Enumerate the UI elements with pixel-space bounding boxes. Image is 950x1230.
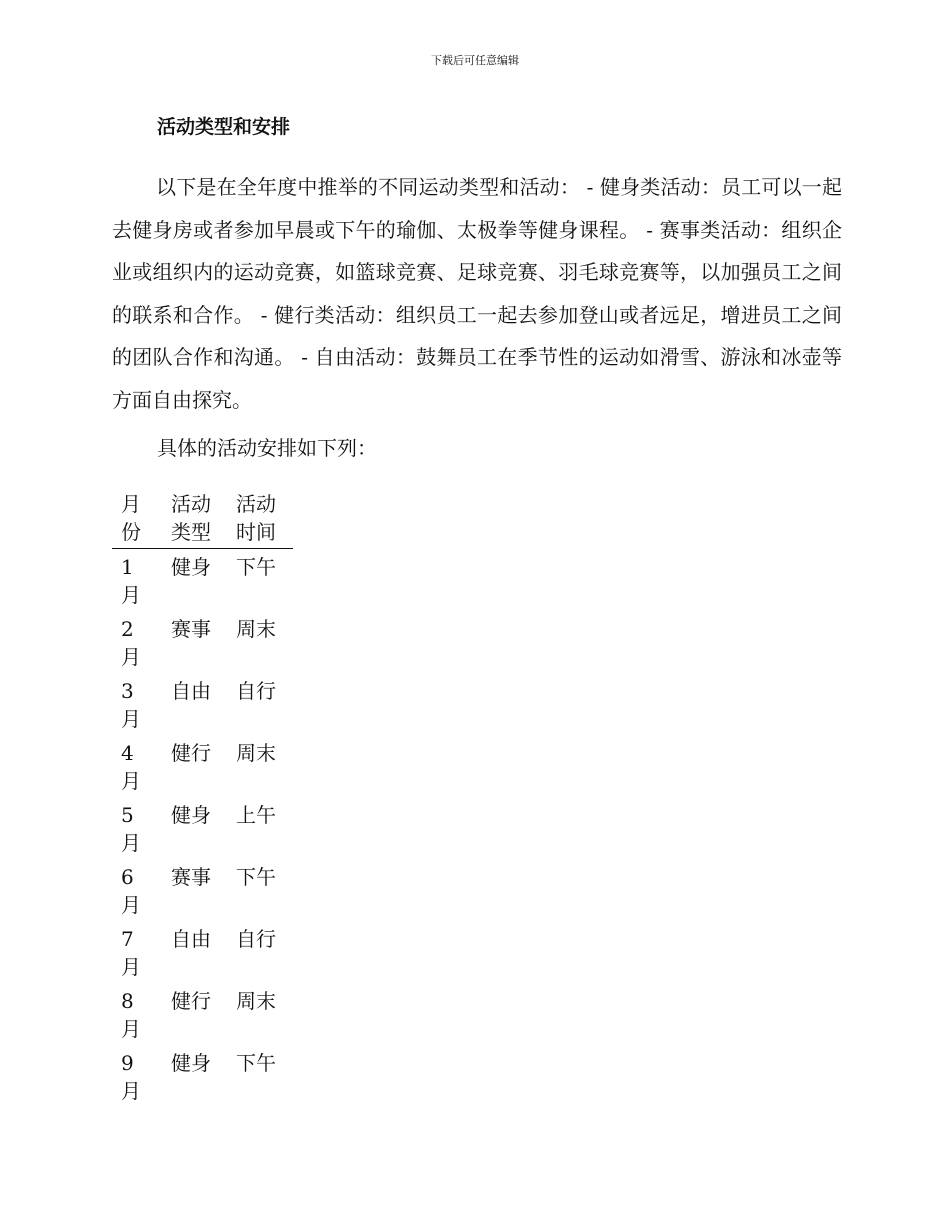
month-number: 5 (121, 802, 134, 827)
month-unit: 月 (121, 954, 141, 979)
month-number: 1 (121, 555, 134, 579)
schedule-table (112, 490, 293, 1107)
header-time-line-1: 活动 (236, 492, 276, 516)
month-unit: 月 (121, 830, 141, 855)
header-month-line-1: 月 (121, 492, 141, 516)
activity-time-cell: 下午 (236, 1050, 276, 1075)
activity-type-cell: 健身 (171, 802, 211, 827)
month-cell (112, 611, 171, 673)
table-row (112, 611, 293, 673)
section-title: 活动类型和安排 (157, 116, 291, 138)
month-unit: 月 (121, 644, 141, 669)
month-number: 8 (121, 988, 134, 1013)
table-row (112, 797, 293, 859)
month-cell (112, 673, 171, 735)
page-header: 下载后可任意编辑 (431, 54, 519, 67)
month-number: 9 (121, 1050, 134, 1075)
month-unit: 月 (121, 706, 141, 731)
header-type-line-1: 活动 (171, 492, 211, 516)
activity-type-cell: 赛事 (171, 616, 211, 641)
activity-time-cell: 自行 (236, 926, 276, 951)
table-row (112, 859, 293, 921)
month-number: 3 (121, 678, 134, 703)
activity-time-cell: 周末 (236, 988, 276, 1013)
table-header-row (112, 490, 293, 549)
month-unit: 月 (121, 583, 141, 607)
table-row (112, 549, 293, 611)
month-cell (112, 797, 171, 859)
month-number: 7 (121, 926, 134, 951)
table-row (112, 1045, 293, 1107)
month-unit: 月 (121, 1016, 141, 1041)
header-type-line-2: 类型 (171, 520, 211, 544)
table-row (112, 673, 293, 735)
month-unit: 月 (121, 1078, 141, 1103)
activity-time-cell: 自行 (236, 678, 276, 703)
activity-type-cell: 健行 (171, 988, 211, 1013)
activity-time-cell: 周末 (236, 616, 276, 641)
month-unit: 月 (121, 768, 141, 793)
table-row (112, 921, 293, 983)
activity-type-cell: 健行 (171, 740, 211, 765)
month-cell (112, 549, 171, 611)
activity-time-cell: 下午 (236, 864, 276, 889)
month-cell (112, 859, 171, 921)
table-row (112, 983, 293, 1045)
month-cell (112, 983, 171, 1045)
month-number: 6 (121, 864, 134, 889)
month-cell (112, 1045, 171, 1107)
month-cell (112, 735, 171, 797)
header-month (112, 490, 171, 549)
table-row (112, 735, 293, 797)
activity-type-cell: 自由 (171, 678, 211, 703)
activity-type-cell: 赛事 (171, 864, 211, 889)
header-activity-time (236, 490, 293, 549)
activity-time-cell: 上午 (236, 802, 276, 827)
activity-type-cell: 健身 (171, 555, 211, 579)
activity-time-cell: 周末 (236, 740, 276, 765)
activity-time-cell: 下午 (236, 555, 276, 579)
month-number: 2 (121, 616, 134, 641)
month-cell (112, 921, 171, 983)
header-activity-type (171, 490, 236, 549)
schedule-intro: 具体的活动安排如下列： (157, 436, 377, 460)
intro-paragraph: 以下是在全年度中推举的不同运动类型和活动： - 健身类活动：员工可以一起去健身房或者参加早晨或下午的瑜伽、太极拳等健身课程。 - 赛事类活动：组织企业或组织内的运动竞赛，如篮球竞赛、足球竞赛、羽毛球竞赛等，以加强员工之间的联系和合作。 - 健行类活动：组织员工一起去参加登山或者远足，增进员工之间的团队合作和沟通。 - 自由活动：鼓舞员工在季节性的运动如滑雪、游泳和冰壶等方面自由探究。 (112, 175, 842, 412)
activity-type-cell: 自由 (171, 926, 211, 951)
month-unit: 月 (121, 892, 141, 917)
header-month-line-2: 份 (121, 520, 141, 544)
header-time-line-2: 时间 (236, 520, 276, 544)
month-number: 4 (121, 740, 134, 765)
activity-type-cell: 健身 (171, 1050, 211, 1075)
